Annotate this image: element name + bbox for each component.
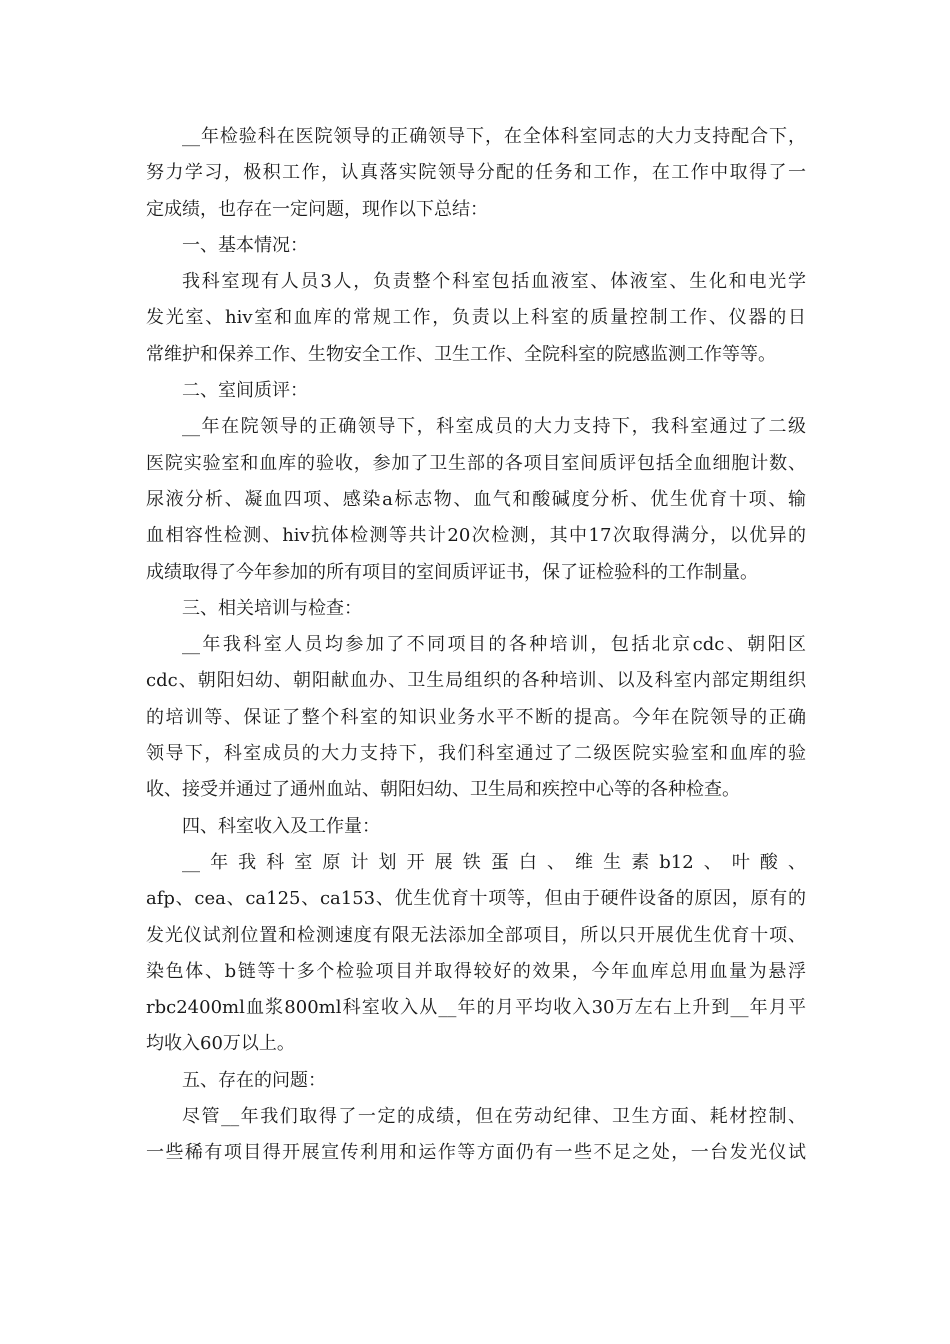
paragraph-line: 尿液分析、凝血四项、感染a标志物、血气和酸碱度分析、优生优育十项、输	[146, 488, 806, 510]
document-body	[146, 119, 806, 1172]
paragraph-line: 领导下，科室成员的大力支持下，我们科室通过了二级医院实验室和血库的验	[146, 743, 806, 765]
paragraph-line: 定成绩，也存在一定问题，现作以下总结：	[146, 198, 488, 220]
section-heading: 五、存在的问题：	[182, 1069, 326, 1091]
paragraph-line: cdc、朝阳妇幼、朝阳献血办、卫生局组织的各种培训、以及科室内部定期组织	[146, 670, 806, 692]
paragraph-line: 努力学习，极积工作，认真落实院领导分配的任务和工作，在工作中取得了一	[146, 162, 806, 184]
paragraph-line: 成绩取得了今年参加的所有项目的室间质评证书，保了证检验科的工作制量。	[146, 561, 758, 583]
paragraph-line: 尽管__年我们取得了一定的成绩，但在劳动纪律、卫生方面、耗材控制、	[182, 1106, 806, 1128]
paragraph-line: 染色体、b链等十多个检验项目并取得较好的效果，今年血库总用血量为悬浮	[146, 960, 806, 982]
paragraph	[146, 1099, 806, 1172]
paragraph-line: 一些稀有项目得开展宣传利用和运作等方面仍有一些不足之处，一台发光仪试	[146, 1142, 806, 1164]
paragraph-line: 发光室、hiv室和血库的常规工作，负责以上科室的质量控制工作、仪器的日	[146, 307, 806, 329]
section-heading: 三、相关培训与检查：	[182, 597, 362, 619]
paragraph-line: afp、cea、ca125、ca153、优生优育十项等，但由于硬件设备的原因，原有的	[146, 888, 806, 910]
paragraph-line: 发光仪试剂位置和检测速度有限无法添加全部项目，所以只开展优生优育十项、	[146, 924, 806, 946]
section-heading: 二、室间质评：	[182, 380, 308, 402]
paragraph-line: rbc2400ml血浆800ml科室收入从__年的月平均收入30万左右上升到__年月平	[146, 997, 806, 1019]
paragraph	[146, 409, 806, 590]
paragraph-line: __年检验科在医院领导的正确领导下，在全体科室同志的大力支持配合下，	[182, 126, 806, 147]
paragraph	[146, 845, 806, 1063]
paragraph-line: 我科室现有人员3人，负责整个科室包括血液室、体液室、生化和电光学	[182, 271, 806, 293]
paragraph-line: 均收入60万以上。	[146, 1033, 295, 1055]
section-heading: 一、基本情况：	[182, 234, 308, 256]
paragraph	[146, 119, 806, 228]
paragraph	[146, 627, 806, 808]
paragraph-line: __年我科室原计划开展铁蛋白、维生素b12、叶酸、	[182, 851, 806, 873]
paragraph-line: __年我科室人员均参加了不同项目的各种培训，包括北京cdc、朝阳区	[182, 634, 806, 656]
paragraph-line: 医院实验室和血库的验收，参加了卫生部的各项目室间质评包括全血细胞计数、	[146, 452, 806, 474]
paragraph-line: 常维护和保养工作、生物安全工作、卫生工作、全院科室的院感监测工作等等。	[146, 343, 776, 365]
section-heading: 四、科室收入及工作量：	[182, 815, 380, 837]
paragraph-line: 的培训等、保证了整个科室的知识业务水平不断的提高。今年在院领导的正确	[146, 706, 806, 728]
paragraph-line: 收、接受并通过了通州血站、朝阳妇幼、卫生局和疾控中心等的各种检查。	[146, 779, 740, 801]
paragraph	[146, 264, 806, 373]
paragraph-line: __年在院领导的正确领导下，科室成员的大力支持下，我科室通过了二级	[182, 416, 806, 438]
paragraph-line: 血相容性检测、hiv抗体检测等共计20次检测，其中17次取得满分，以优异的	[146, 525, 806, 547]
